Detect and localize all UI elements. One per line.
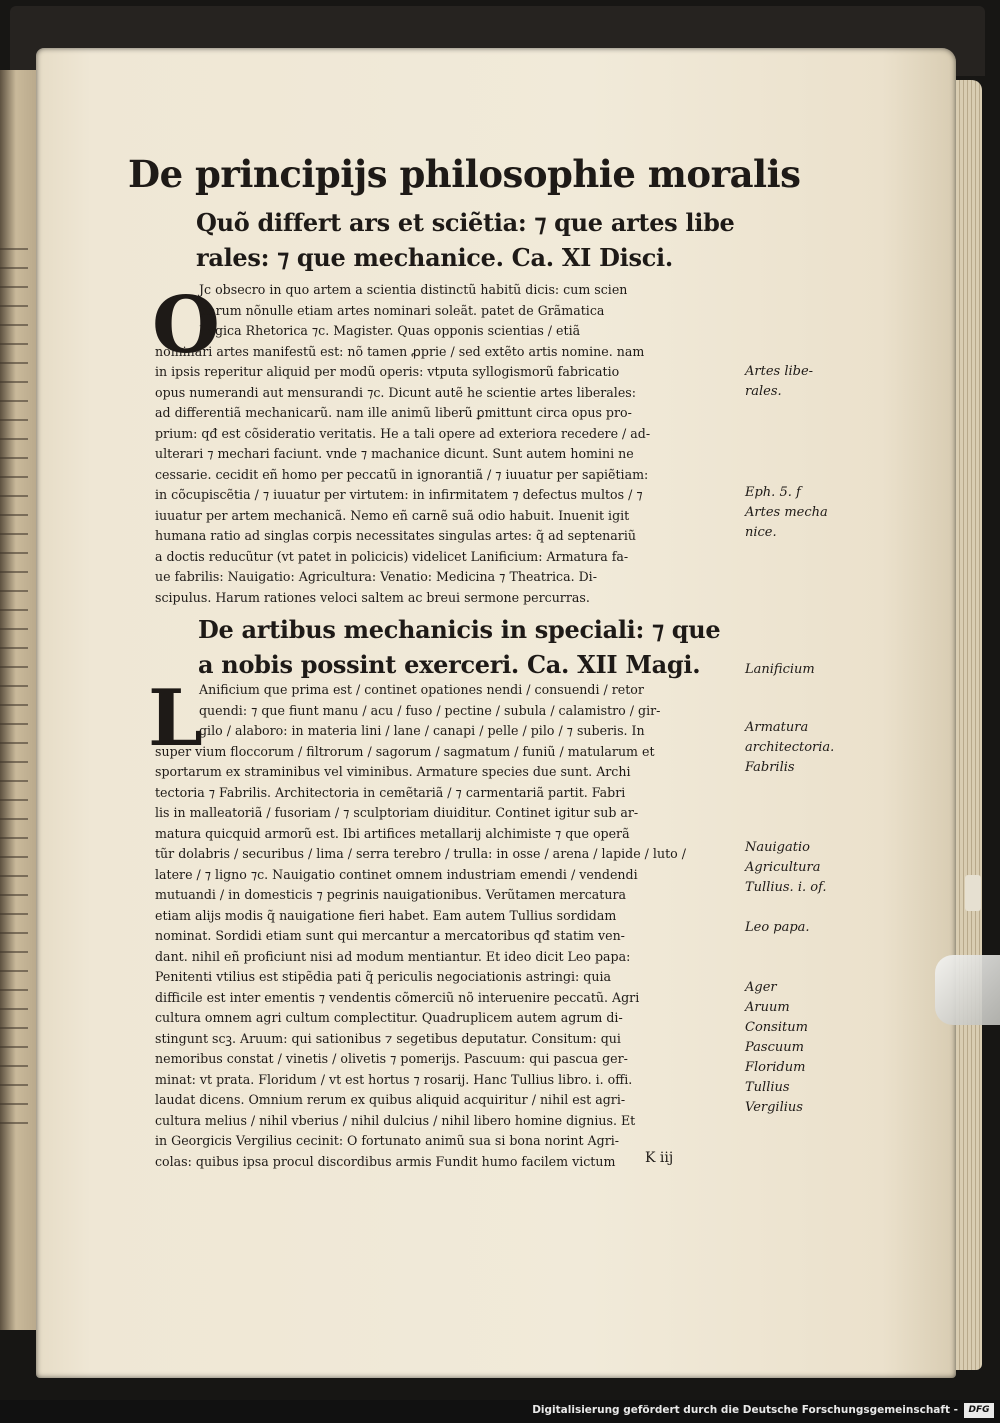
margin-note: Lanificium — [745, 662, 815, 677]
chapter-11-heading-line-2: rales: ⁊ que mechanice. Ca. XI Disci. — [196, 243, 673, 272]
text-line: iuuatur per artem mechanicã. Nemo eñ carnẽ suã odio habuit. Inuenit igit — [155, 507, 630, 523]
margin-note: Nauigatio — [745, 840, 810, 855]
text-line: gilo / alaboro: in materia lini / lane / canapi / pelle / pilo / ⁊ suberis. In — [199, 723, 645, 738]
text-line: latere / ⁊ ligno ⁊c. Nauigatio continet omnem industriam emendi / vendendi — [155, 866, 638, 882]
margin-note: nice. — [745, 525, 777, 540]
margin-note: Aruum — [745, 1000, 790, 1015]
margin-note: Pascuum — [745, 1040, 804, 1055]
footer-credit: Digitalisierung gefördert durch die Deutsche Forschungsgemeinschaft - — [532, 1404, 958, 1416]
margin-note: Agricultura — [745, 860, 821, 875]
text-line: Logica Rhetorica ⁊c. Magister. Quas opponis scientias / etiã — [199, 323, 581, 338]
dfg-logo-icon: DFG — [964, 1403, 994, 1418]
margin-note: Artes libe- — [745, 364, 814, 379]
margin-note: Leo papa. — [745, 920, 810, 935]
chapter-12-heading-line-2: a nobis possint exerceri. Ca. XII Magi. — [198, 650, 701, 679]
text-line: Anificium que prima est / continet opationes nendi / consuendi / retor — [199, 682, 644, 697]
chapter-11-dropcap: O — [152, 280, 220, 371]
text-line: ulterari ⁊ mechari faciunt. vnde ⁊ machanice dicunt. Sunt autem homini ne — [155, 446, 634, 461]
margin-note: Tullius — [745, 1080, 790, 1095]
margin-note: Vergilius — [745, 1100, 803, 1115]
signature-mark: K iij — [645, 1150, 674, 1166]
text-line: sportarum ex straminibus vel viminibus. Armature species due sunt. Archi — [155, 764, 631, 779]
text-line: a doctis reducũtur (vt patet in policicis) videlicet Lanificium: Armatura fa- — [155, 548, 629, 564]
margin-note: Floridum — [745, 1060, 806, 1075]
chapter-12-heading — [198, 612, 720, 682]
text-line: matura quicquid armorũ est. Ibi artifices metallarij alchimiste ⁊ que operã — [155, 825, 630, 841]
text-line: tũr dolabris / securibus / lima / serra terebro / trulla: in osse / arena / lapide / luto / — [155, 846, 686, 861]
text-line: in cõcupiscẽtia / ⁊ iuuatur per virtutem: in infirmitatem ⁊ defectus multos / ⁊ — [155, 487, 643, 502]
text-line: super vium floccorum / filtrorum / sagorum / sagmatum / funiũ / matularum et — [155, 743, 655, 759]
text-line: nominat. Sordidi etiam sunt qui mercantur a mercatoribus qđ statim ven- — [155, 928, 625, 943]
text-line: mutuandi / in domesticis ⁊ pegrinis nauigationibus. Verũtamen mercatura — [155, 887, 627, 902]
text-line: ad differentiã mechanicarũ. nam ille animũ liberũ ꝑmittunt circa opus pro- — [155, 405, 632, 420]
chapter-12-text — [155, 680, 740, 1172]
text-line: laudat dicens. Omnium rerum ex quibus aliquid acquiritur / nihil est agri- — [155, 1092, 626, 1107]
text-line: cultura melius / nihil vberius / nihil dulcius / nihil libero homine dignius. Et — [155, 1112, 636, 1128]
text-line: scipulus. Harum rationes veloci saltem ac breui sermone percurras. — [155, 589, 590, 605]
text-line: humana ratio ad singlas corpis necessitates singulas artes: q̃ ad septenariũ — [155, 528, 636, 543]
margin-note: Tullius. i. of. — [745, 880, 827, 895]
text-line: dant. nihil eñ proficiunt nisi ad modum mentiantur. Et ideo dicit Leo papa: — [155, 948, 631, 964]
text-line: tiarum nõnulle etiam artes nominari soleãt. patet de Grãmatica — [199, 302, 605, 318]
chapter-12-heading-line-1: De artibus mechanicis in speciali: ⁊ que — [198, 615, 721, 644]
text-line: cultura omnem agri cultum complectitur. Quadruplicem autem agrum di- — [155, 1010, 623, 1025]
margin-note: Consitum — [745, 1020, 808, 1035]
text-line: quendi: ⁊ que fiunt manu / acu / fuso / pectine / subula / calamistro / gir- — [199, 702, 661, 718]
page-title: De principijs philosophie moralis — [128, 152, 801, 196]
text-line: ue fabrilis: Nauigatio: Agricultura: Venatio: Medicina ⁊ Theatrica. Di- — [155, 569, 597, 584]
margin-note: Ager — [745, 980, 777, 995]
text-line: nemoribus constat / vinetis / olivetis ⁊ pomerijs. Pascuum: qui pascua ger- — [155, 1051, 628, 1066]
text-line: colas: quibus ipsa procul discordibus armis Fundit humo facilem victum — [155, 1153, 616, 1169]
text-line: etiam alijs modis q̃ nauigatione fieri habet. Eam autem Tullius sordidam — [155, 907, 617, 923]
text-line: difficile est inter ementis ⁊ vendentis cõmerciũ nõ interuenire peccatũ. Agri — [155, 989, 640, 1005]
text-line: in ipsis reperitur aliquid per modũ operis: vtputa syllogismorũ fabricatio — [155, 364, 620, 379]
margin-note: Fabrilis — [745, 760, 795, 775]
glass-clip — [935, 955, 1000, 1025]
margin-note: Artes mecha — [745, 505, 828, 520]
left-page-text-sliver — [0, 240, 28, 1140]
margin-note: architectoria. — [745, 740, 835, 755]
text-line: tectoria ⁊ Fabrilis. Architectoria in cemẽtariã / ⁊ carmentariã partit. Fabri — [155, 784, 626, 800]
text-line: prium: qđ est cõsideratio veritatis. He a tali opere ad exteriora recedere / ad- — [155, 425, 651, 441]
margin-note: Eph. 5. f — [745, 485, 801, 500]
margin-note: rales. — [745, 384, 782, 399]
chapter-11-text — [155, 280, 740, 608]
text-line: stingunt scꝫ. Aruum: qui sationibus ⁊ segetibus deputatur. Consitum: qui — [155, 1030, 621, 1046]
text-line: in Georgicis Vergilius cecinit: O fortunato animũ sua si bona norint Agri- — [155, 1133, 620, 1148]
text-line: Jc obsecro in quo artem a scientia distinctũ habitũ dicis: cum scien — [199, 282, 628, 297]
margin-note: Armatura — [745, 720, 809, 735]
text-line: Penitenti vtilius est stipẽdia pati q̃ periculis negociationis astringi: quia — [155, 969, 611, 984]
chapter-11-heading — [196, 205, 735, 275]
text-line: cessarie. cecidit eñ homo per peccatũ in ignorantiã / ⁊ iuuatur per sapiẽtiam: — [155, 466, 649, 482]
chapter-12-dropcap: L — [148, 673, 203, 764]
text-line: minat: vt prata. Floridum / vt est hortus ⁊ rosarij. Hanc Tullius libro. i. offi. — [155, 1071, 633, 1087]
text-line: lis in malleatoriã / fusoriam / ⁊ sculptoriam diuiditur. Continet igitur sub ar- — [155, 805, 639, 820]
text-line: nominari artes manifestũ est: nõ tamen ꝓprie / sed extẽto artis nomine. nam — [155, 343, 645, 359]
paper-tab — [965, 875, 981, 911]
chapter-11-heading-line-1: Quõ differt ars et sciẽtia: ⁊ que artes libe — [196, 208, 735, 237]
text-line: opus numerandi aut mensurandi ⁊c. Dicunt autẽ he scientie artes liberales: — [155, 384, 636, 400]
footer-bar — [0, 1400, 1000, 1423]
